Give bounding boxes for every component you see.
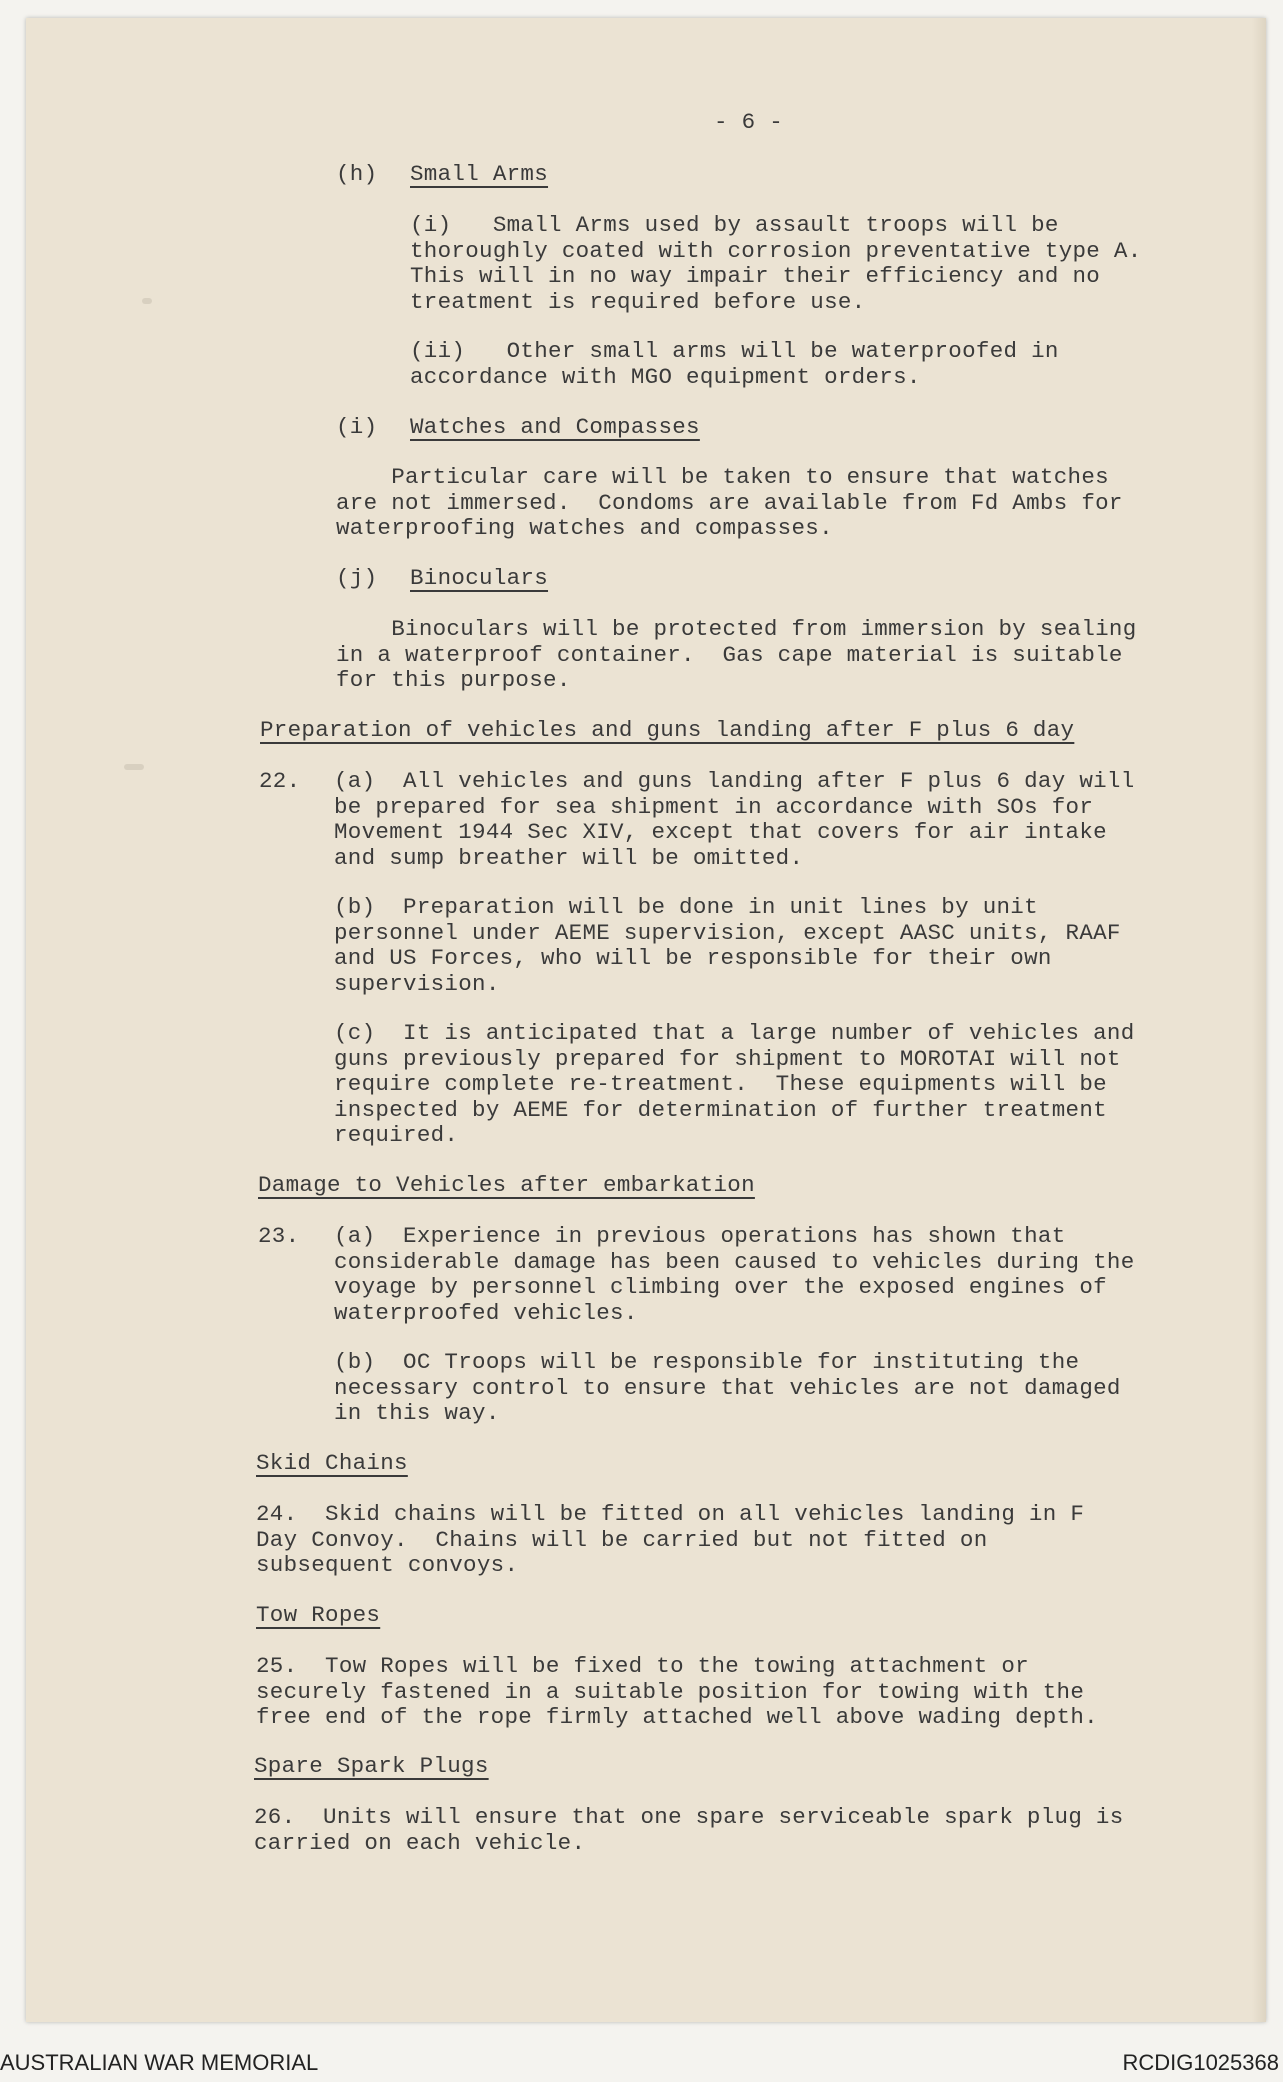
heading-tow-ropes: Tow Ropes bbox=[256, 1602, 381, 1628]
para-22-number: 22. bbox=[259, 768, 301, 794]
heading-spare-spark-plugs: Spare Spark Plugs bbox=[254, 1753, 489, 1779]
section-h-para-1: (i) Small Arms used by assault troops will be thoroughly coated with corrosion preventative type A. This will in no way impair their efficiency and no treatment is required before use. bbox=[410, 212, 1142, 315]
section-j-title: Binoculars bbox=[410, 565, 549, 591]
heading-skid-chains: Skid Chains bbox=[256, 1450, 408, 1476]
para-22a: (a) All vehicles and guns landing after F plus 6 day will be prepared for sea shipment in accordance with SOs for Movement 1944 Sec XIV, except that covers for air intake and sump breather will be omitted. bbox=[334, 768, 1135, 871]
para-22b: (b) Preparation will be done in unit lines by unit personnel under AEME supervision, except AASC units, RAAF and US Forces, who will be responsible for their own supervision. bbox=[334, 894, 1121, 997]
heading-preparation: Preparation of vehicles and guns landing after F plus 6 day bbox=[260, 717, 1075, 743]
heading-damage: Damage to Vehicles after embarkation bbox=[258, 1172, 755, 1198]
para-26: 26. Units will ensure that one spare serviceable spark plug is carried on each vehicle. bbox=[254, 1804, 1124, 1856]
para-24: 24. Skid chains will be fitted on all vehicles landing in F Day Convoy. Chains will be carried but not fitted on subsequent convoys. bbox=[256, 1501, 1085, 1579]
footer-source: AUSTRALIAN WAR MEMORIAL bbox=[0, 2050, 319, 2075]
paper-mark bbox=[124, 764, 144, 770]
section-i-title: Watches and Compasses bbox=[410, 414, 700, 440]
section-h-label: (h) bbox=[336, 161, 378, 187]
section-i-para: Particular care will be taken to ensure that watches are not immersed. Condoms are available from Fd Ambs for waterproofing watches and compasses. bbox=[336, 464, 1123, 542]
section-j-para: Binoculars will be protected from immersion by sealing in a waterproof container. Gas cape material is suitable for this purpose. bbox=[336, 616, 1137, 694]
para-23-number: 23. bbox=[258, 1223, 300, 1249]
para-22c: (c) It is anticipated that a large number of vehicles and guns previously prepared for shipment to MOROTAI will not require complete re-treatment. These equipments will be inspected by AEME for determination of further treatment required. bbox=[334, 1020, 1135, 1149]
para-25: 25. Tow Ropes will be fixed to the towing attachment or securely fastened in a suitable position for towing with the free end of the rope firmly attached well above wading depth. bbox=[256, 1653, 1098, 1731]
para-23a: (a) Experience in previous operations has shown that considerable damage has been caused to vehicles during the voyage by personnel climbing over the exposed engines of waterproofed vehicles. bbox=[334, 1223, 1135, 1326]
section-i-label: (i) bbox=[336, 414, 378, 440]
section-h-title: Small Arms bbox=[410, 161, 549, 187]
footer-id: RCDIG1025368 bbox=[1122, 2050, 1279, 2075]
para-23b: (b) OC Troops will be responsible for instituting the necessary control to ensure that vehicles are not damaged in this way. bbox=[334, 1349, 1121, 1427]
section-h-para-2: (ii) Other small arms will be waterproofed in accordance with MGO equipment orders. bbox=[410, 338, 1059, 390]
page-number: - 6 - bbox=[714, 109, 784, 135]
section-j-label: (j) bbox=[336, 565, 378, 591]
paper-mark bbox=[142, 298, 152, 304]
